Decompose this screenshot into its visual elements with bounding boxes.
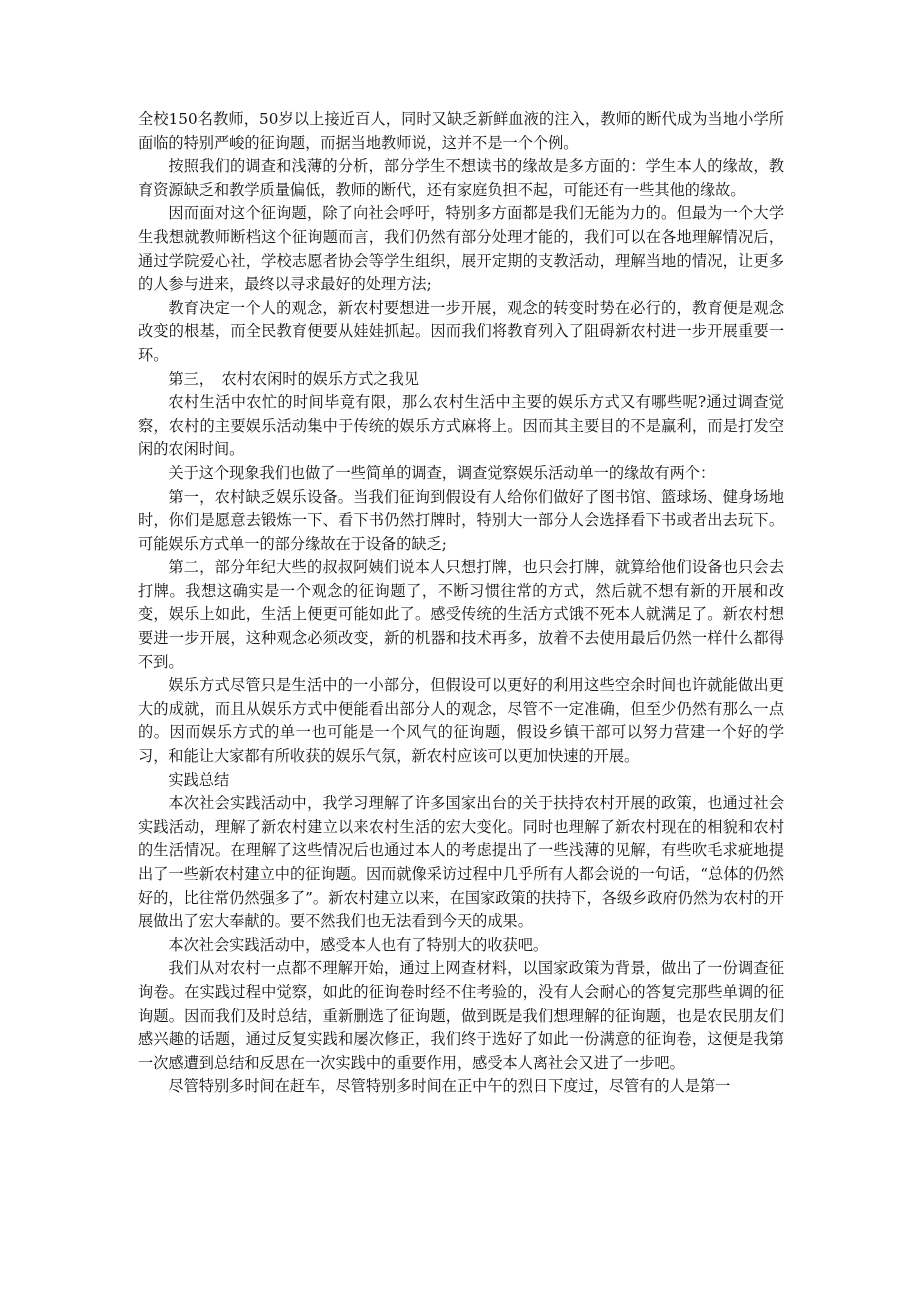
paragraph: 因而面对这个征询题，除了向社会呼吁，特别多方面都是我们无能为力的。但最为一个大学生我想就教师断档这个征询题而言，我们仍然有部分处理才能的，我们可以在各地理解情况后，通过学院爱心社，学校志愿者协会等学生组织，展开定期的支教活动，理解当地的情况，让更多的人参与进来，最终以寻求最好的处理方法; xyxy=(138,204,784,294)
paragraph: 按照我们的调查和浅薄的分析，部分学生不想读书的缘故是多方面的：学生本人的缘故，教育资源缺乏和教学质量偏低，教师的断代，还有家庭负担不起，可能还有一些其他的缘故。 xyxy=(138,157,784,199)
paragraph: 第一，农村缺乏娱乐设备。当我们征询到假设有人给你们做好了图书馆、篮球场、健身场地时，你们是愿意去锻炼一下、看下书仍然打牌时，特别大一部分人会选择看下书或者出去玩下。可能娱乐方式单一的部分缘故在于设备的缺乏; xyxy=(138,487,784,553)
paragraph: 我们从对农村一点都不理解开始，通过上网查材料，以国家政策为背景，做出了一份调查征询卷。在实践过程中觉察，如此的征询卷时经不住考验的，没有人会耐心的答复完那些单调的征询题。因而我们及时总结，重新删选了征询题，做到既是我们想理解的征询题，也是农民朋友们感兴趣的话题，通过反复实践和屡次修正，我们终于选好了如此一份满意的征询卷，这便是我第一次感遭到总结和反思在一次实践中的重要作用，感受本人离社会又进了一步吧。 xyxy=(138,959,784,1072)
paragraph: 尽管特别多时间在赶车，尽管特别多时间在正中午的烈日下度过，尽管有的人是第一 xyxy=(168,1077,731,1096)
section-heading: 第三， 农村农闲时的娱乐方式之我见 xyxy=(168,369,419,388)
document-body xyxy=(138,108,784,1099)
paragraph: 第二，部分年纪大些的叔叔阿姨们说本人只想打牌，也只会打牌，就算给他们设备也只会去打牌。我想这确实是一个观念的征询题了，不断习惯往常的方式，然后就不想有新的开展和改变，娱乐上如此，生活上便更可能如此了。感受传统的生活方式饿不死本人就满足了。新农村想要进一步开展，这种观念必须改变，新的机器和技术再多，放着不去使用最后仍然一样什么都得不到。 xyxy=(138,558,784,671)
paragraph: 农村生活中农忙的时间毕竟有限，那么农村生活中主要的娱乐方式又有哪些呢?通过调查觉察，农村的主要娱乐活动集中于传统的娱乐方式麻将上。因而其主要目的不是赢利，而是打发空闲的农闲时间。 xyxy=(138,393,784,459)
paragraph: 关于这个现象我们也做了一些简单的调查，调查觉察娱乐活动单一的缘故有两个： xyxy=(168,463,716,482)
paragraph: 全校150名教师，50岁以上接近百人，同时又缺乏新鲜血液的注入，教师的断代成为当地小学所面临的特别严峻的征询题，而据当地教师说，这并不是一个个例。 xyxy=(138,110,784,152)
paragraph: 娱乐方式尽管只是生活中的一小部分，但假设可以更好的利用这些空余时间也许就能做出更大的成就，而且从娱乐方式中便能看出部分人的观念，尽管不一定准确，但至少仍然有那么一点的。因而娱乐方式的单一也可能是一个风气的征询题，假设乡镇干部可以努力营建一个好的学习，和能让大家都有所收获的娱乐气氛，新农村应该可以更加快速的开展。 xyxy=(138,676,784,766)
paragraph: 本次社会实践活动中，我学习理解了许多国家出台的关于扶持农村开展的政策，也通过社会实践活动，理解了新农村建立以来农村生活的宏大变化。同时也理解了新农村现在的相貌和农村的生活情况。在理解了这些情况后也通过本人的考虑提出了一些浅薄的见解，有些吹毛求疵地提出了一些新农村建立中的征询题。因而就像采访过程中几乎所有人都会说的一句话，“总体的仍然好的，比往常仍然强多了”。新农村建立以来，在国家政策的扶持下，各级乡政府仍然为农村的开展做出了宏大奉献的。要不然我们也无法看到今天的成果。 xyxy=(138,794,784,931)
section-heading: 实践总结 xyxy=(168,770,230,789)
paragraph: 教育决定一个人的观念，新农村要想进一步开展，观念的转变时势在必行的，教育便是观念改变的根基，而全民教育便要从娃娃抓起。因而我们将教育列入了阻碍新农村进一步开展重要一环。 xyxy=(138,298,784,364)
paragraph: 本次社会实践活动中，感受本人也有了特别大的收获吧。 xyxy=(168,935,549,954)
